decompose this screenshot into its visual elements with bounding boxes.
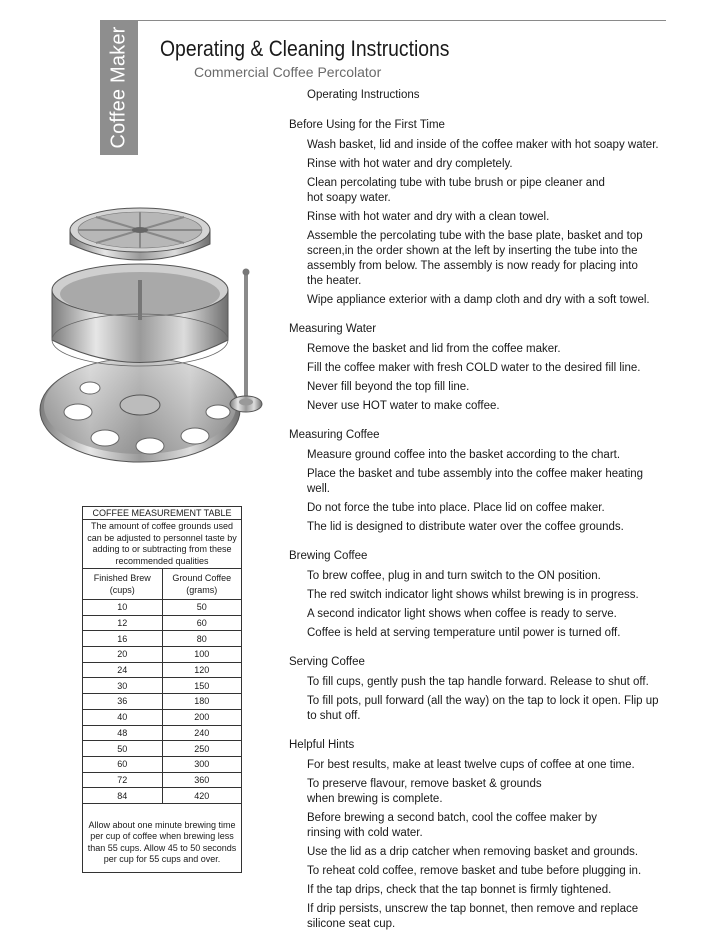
cell-grams: 50 [162, 600, 241, 616]
instruction-item: To reheat cold coffee, remove basket and tube before plugging in. [307, 865, 642, 877]
table-footer-note: Allow about one minute brewing time per cup of coffee when brewing less than 55 cups. Allow 45 to 50 seconds per cup for 55 cups and over. [87, 819, 237, 865]
table-row [83, 647, 241, 663]
side-tab-label: Coffee Maker [107, 26, 130, 149]
section-heading: Helpful Hints [289, 739, 355, 751]
table-row [83, 772, 241, 788]
instructions-column [289, 88, 669, 936]
table-grid [83, 569, 241, 804]
instruction-item: Assemble the percolating tube with the base plate, basket and top screen,in the order shown at the left by inserting the tube into the assembly from below. The assembly is now ready for placing into the heater. [307, 230, 643, 287]
cell-grams: 250 [162, 741, 241, 757]
instruction-item: Fill the coffee maker with fresh COLD water to the desired fill line. [307, 362, 641, 374]
cell-cups: 40 [83, 709, 162, 725]
cell-grams: 240 [162, 725, 241, 741]
table-row [83, 615, 241, 631]
instruction-item: Clean percolating tube with tube brush or pipe cleaner and hot soapy water. [307, 177, 605, 204]
section-measuring-coffee [289, 428, 669, 535]
basket [52, 264, 228, 366]
cell-cups: 30 [83, 678, 162, 694]
cell-cups: 16 [83, 631, 162, 647]
cell-cups: 20 [83, 647, 162, 663]
top-rule [100, 20, 666, 21]
instruction-item: Wash basket, lid and inside of the coffee maker with hot soapy water. [307, 139, 659, 151]
intro-heading: Operating Instructions [307, 89, 420, 101]
instruction-item: The red switch indicator light shows whilst brewing is in progress. [307, 589, 639, 601]
section-first-time [289, 118, 669, 308]
instruction-item: Never use HOT water to make coffee. [307, 400, 500, 412]
table-row [83, 725, 241, 741]
table-row [83, 662, 241, 678]
table-row [83, 694, 241, 710]
coffee-measurement-table [82, 506, 242, 873]
table-row [83, 631, 241, 647]
instruction-item: Measure ground coffee into the basket according to the chart. [307, 449, 621, 461]
table-row [83, 709, 241, 725]
section-heading: Measuring Coffee [289, 429, 380, 441]
instruction-item: Remove the basket and lid from the coffee maker. [307, 343, 561, 355]
table-title: COFFEE MEASUREMENT TABLE [83, 507, 241, 520]
percolating-tube [230, 269, 262, 413]
cell-grams: 300 [162, 756, 241, 772]
instruction-item: The lid is designed to distribute water over the coffee grounds. [307, 521, 624, 533]
cell-grams: 80 [162, 631, 241, 647]
section-heading: Brewing Coffee [289, 550, 368, 562]
instruction-item: Before brewing a second batch, cool the coffee maker by rinsing with cold water. [307, 812, 598, 839]
cell-cups: 72 [83, 772, 162, 788]
instruction-item: Rinse with hot water and dry completely. [307, 158, 513, 170]
instruction-item: Do not force the tube into place. Place lid on coffee maker. [307, 502, 605, 514]
table-row [83, 756, 241, 772]
instruction-item: Wipe appliance exterior with a damp cloth and dry with a soft towel. [307, 294, 650, 306]
percolator-parts-illustration [30, 180, 290, 480]
top-screen [70, 208, 210, 260]
instruction-item: Use the lid as a drip catcher when removing basket and grounds. [307, 846, 639, 858]
section-helpful-hints [289, 738, 669, 932]
table-row [83, 741, 241, 757]
cell-grams: 100 [162, 647, 241, 663]
page-subtitle: Commercial Coffee Percolator [194, 64, 382, 80]
cell-cups: 12 [83, 615, 162, 631]
column-header-finished-brew: Finished Brew (cups) [83, 569, 162, 600]
cell-grams: 420 [162, 788, 241, 804]
instruction-item: If the tap drips, check that the tap bonnet is firmly tightened. [307, 884, 612, 896]
instruction-item: To fill cups, gently push the tap handle forward. Release to shut off. [307, 676, 649, 688]
section-measuring-water [289, 322, 669, 414]
cell-cups: 10 [83, 600, 162, 616]
cell-cups: 60 [83, 756, 162, 772]
instruction-item: To fill pots, pull forward (all the way) on the tap to lock it open. Flip up to shut off. [307, 695, 659, 722]
cell-grams: 200 [162, 709, 241, 725]
section-heading: Before Using for the First Time [289, 119, 445, 131]
section-brewing-coffee [289, 549, 669, 641]
instruction-item: To brew coffee, plug in and turn switch to the ON position. [307, 570, 601, 582]
cell-cups: 24 [83, 662, 162, 678]
table-row [83, 788, 241, 804]
instruction-item: Rinse with hot water and dry with a clean towel. [307, 211, 550, 223]
side-tab [100, 20, 138, 155]
section-serving-coffee [289, 655, 669, 724]
cell-grams: 150 [162, 678, 241, 694]
cell-cups: 50 [83, 741, 162, 757]
base-plate [40, 358, 240, 462]
column-header-ground-coffee: Ground Coffee (grams) [162, 569, 241, 600]
table-note: The amount of coffee grounds used can be adjusted to personnel taste by adding to or subtracting from these recommended qualities [83, 520, 241, 569]
section-heading: Serving Coffee [289, 656, 365, 668]
table-row [83, 678, 241, 694]
instruction-item: If drip persists, unscrew the tap bonnet, then remove and replace silicone seat cup. [307, 903, 639, 930]
cell-grams: 60 [162, 615, 241, 631]
cell-grams: 360 [162, 772, 241, 788]
instruction-item: Coffee is held at serving temperature until power is turned off. [307, 627, 621, 639]
cell-cups: 48 [83, 725, 162, 741]
page-title: Operating & Cleaning Instructions [160, 36, 450, 61]
table-row [83, 600, 241, 616]
cell-grams: 180 [162, 694, 241, 710]
cell-grams: 120 [162, 662, 241, 678]
cell-cups: 36 [83, 694, 162, 710]
instruction-item: A second indicator light shows when coffee is ready to serve. [307, 608, 617, 620]
instruction-item: For best results, make at least twelve cups of coffee at one time. [307, 759, 635, 771]
instruction-item: Never fill beyond the top fill line. [307, 381, 470, 393]
section-heading: Measuring Water [289, 323, 377, 335]
instruction-item: To preserve flavour, remove basket & grounds when brewing is complete. [307, 778, 542, 805]
cell-cups: 84 [83, 788, 162, 804]
instruction-item: Place the basket and tube assembly into the coffee maker heating well. [307, 468, 644, 495]
